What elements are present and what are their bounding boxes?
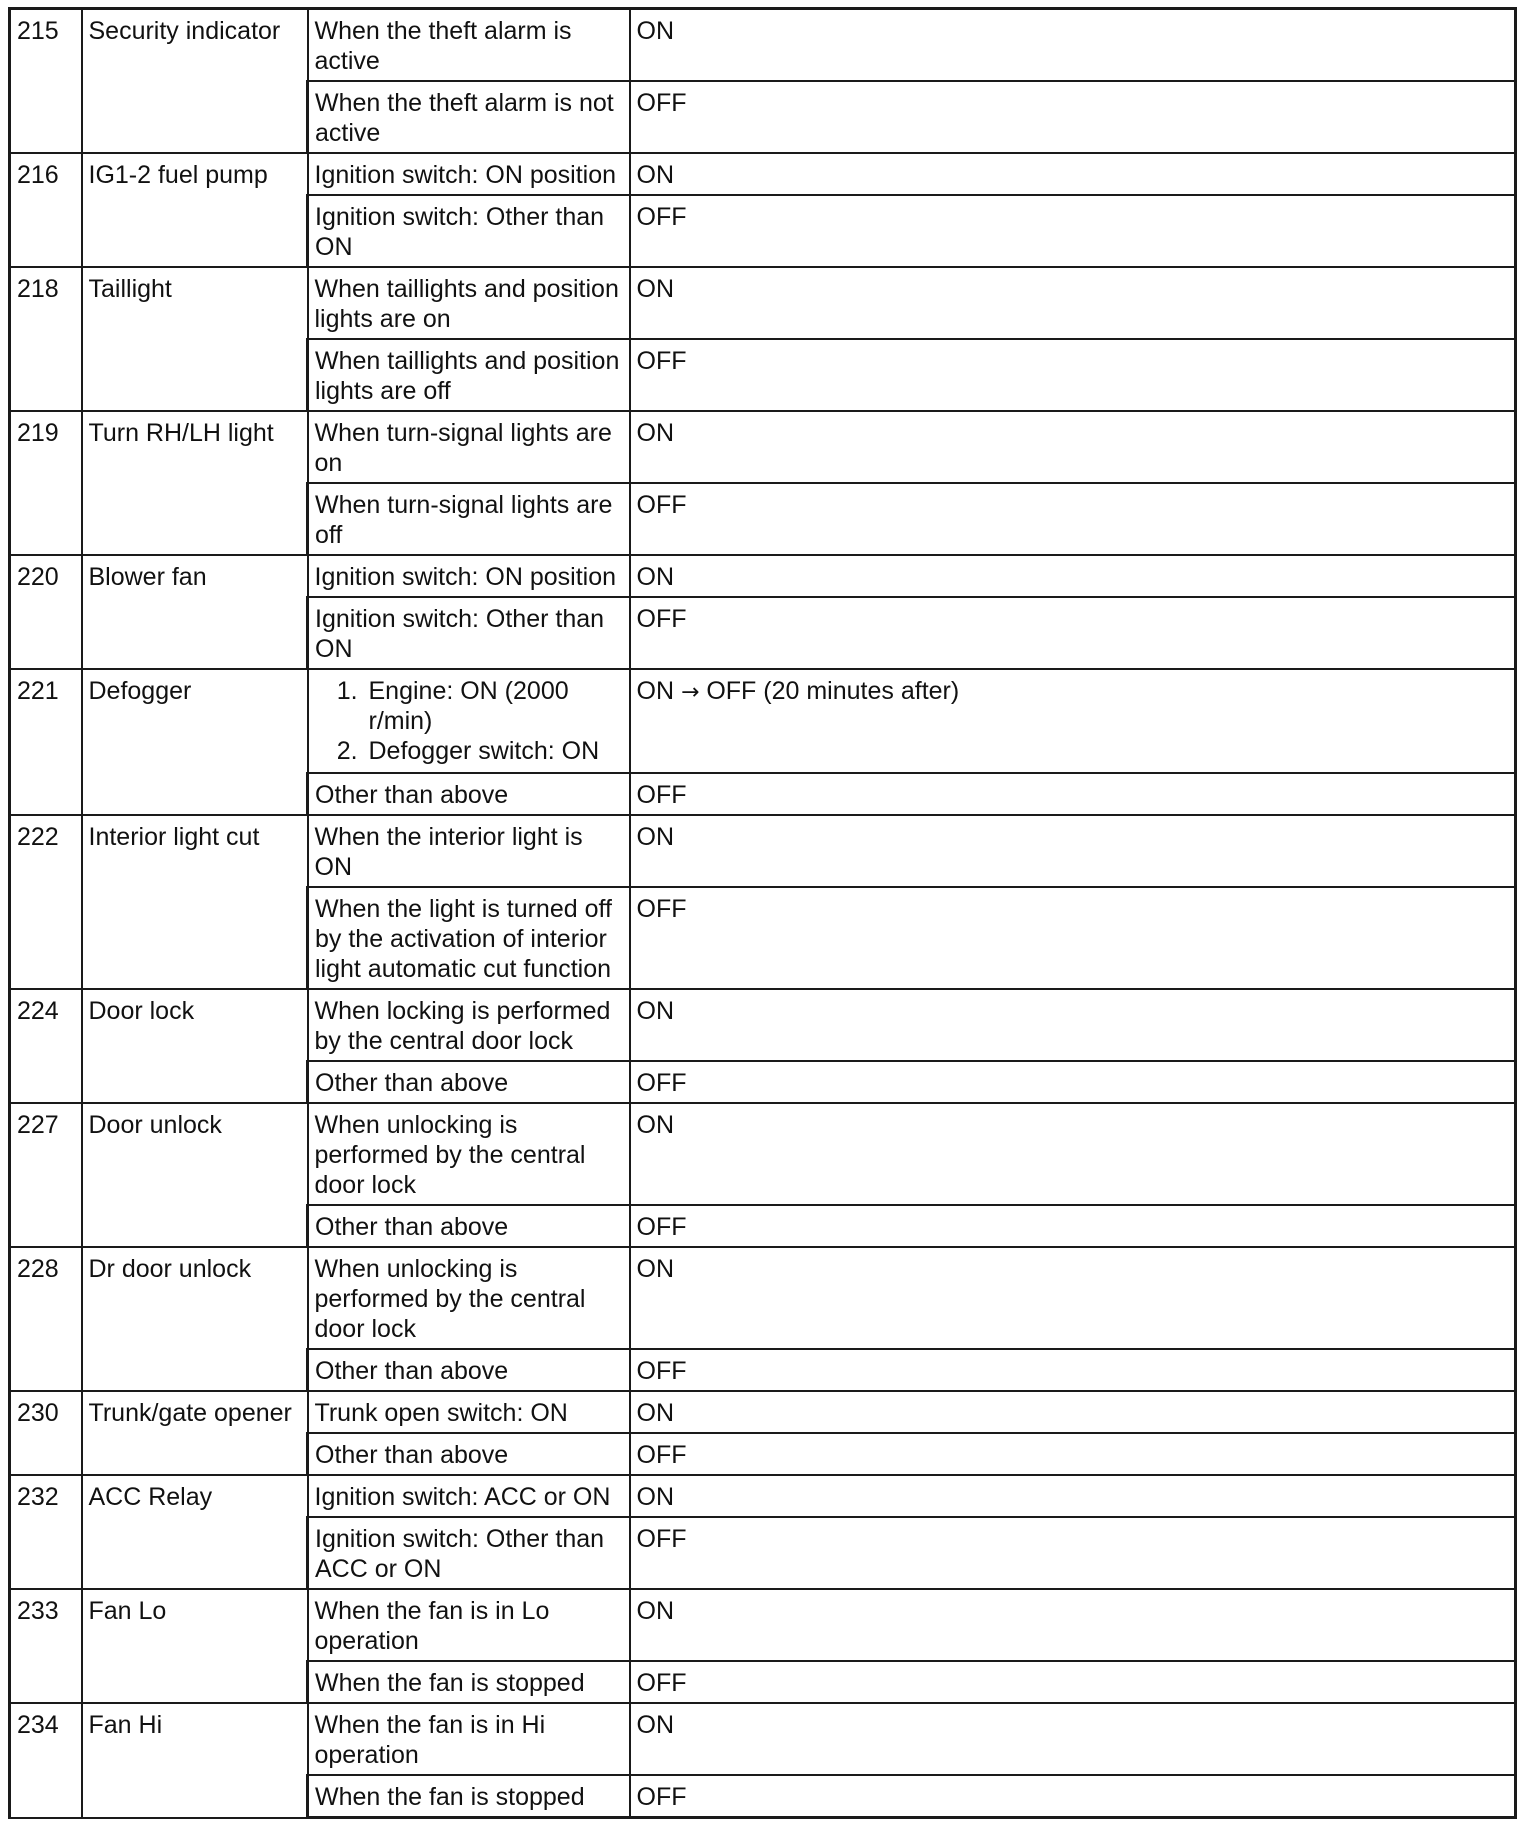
value-cell: OFF: [630, 1061, 1516, 1103]
table-row: [10, 411, 1516, 483]
item-name: Fan Lo: [82, 1589, 308, 1703]
condition-cell: Trunk open switch: ON: [308, 1391, 630, 1433]
condition-cell: When the fan is in Hi operation: [308, 1703, 630, 1775]
table-row: [10, 153, 1516, 195]
value-cell: ON: [630, 1247, 1516, 1349]
value-cell: OFF: [630, 1349, 1516, 1391]
item-name: Dr door unlock: [82, 1247, 308, 1391]
condition-cell: [308, 669, 630, 773]
condition-cell: When turn-signal lights are off: [308, 483, 630, 555]
condition-cell: When turn-signal lights are on: [308, 411, 630, 483]
table-row: [10, 669, 1516, 773]
value-cell: ON: [630, 411, 1516, 483]
condition-cell: Ignition switch: ON position: [308, 555, 630, 597]
value-cell: ON: [630, 815, 1516, 887]
condition-cell: When the fan is stopped: [308, 1661, 630, 1703]
condition-cell: Other than above: [308, 1349, 630, 1391]
value-start: ON: [636, 677, 674, 705]
item-number: 228: [10, 1247, 82, 1391]
condition-cell: When taillights and position lights are off: [308, 339, 630, 411]
value-cell: OFF: [630, 81, 1516, 153]
value-cell: ON: [630, 9, 1516, 82]
item-number: 221: [10, 669, 82, 815]
item-number: 222: [10, 815, 82, 989]
value-cell: [630, 669, 1516, 773]
value-cell: ON: [630, 153, 1516, 195]
table-row: [10, 1703, 1516, 1775]
value-cell: OFF: [630, 483, 1516, 555]
condition-cell: When unlocking is performed by the central door lock: [308, 1247, 630, 1349]
item-name: Fan Hi: [82, 1703, 308, 1818]
value-cell: ON: [630, 555, 1516, 597]
item-number: 220: [10, 555, 82, 669]
condition-cell: Other than above: [308, 1433, 630, 1475]
value-cell: OFF: [630, 1433, 1516, 1475]
condition-cell: Other than above: [308, 773, 630, 815]
table-row: [10, 1247, 1516, 1349]
table-row: [10, 9, 1516, 82]
item-number: 230: [10, 1391, 82, 1475]
item-name: ACC Relay: [82, 1475, 308, 1589]
condition-cell: When the fan is in Lo operation: [308, 1589, 630, 1661]
item-name: Security indicator: [82, 9, 308, 154]
value-cell: ON: [630, 1703, 1516, 1775]
value-cell: OFF: [630, 1775, 1516, 1818]
value-cell: ON: [630, 1103, 1516, 1205]
condition-cell: When the light is turned off by the activation of interior light automatic cut function: [308, 887, 630, 989]
condition-cell: When the interior light is ON: [308, 815, 630, 887]
condition-cell: When the theft alarm is not active: [308, 81, 630, 153]
condition-cell: When taillights and position lights are on: [308, 267, 630, 339]
table-row: [10, 815, 1516, 887]
condition-cell: When locking is performed by the central door lock: [308, 989, 630, 1061]
spec-page: [8, 7, 1514, 1819]
value-cell: OFF: [630, 339, 1516, 411]
item-number: 215: [10, 9, 82, 154]
item-number: 234: [10, 1703, 82, 1818]
condition-steps: [315, 676, 623, 766]
item-name: Door lock: [82, 989, 308, 1103]
condition-step: 2. Defogger switch: ON: [365, 736, 623, 766]
value-cell: ON: [630, 1475, 1516, 1517]
condition-cell: When the theft alarm is active: [308, 9, 630, 82]
item-name: Door unlock: [82, 1103, 308, 1247]
item-name: IG1-2 fuel pump: [82, 153, 308, 267]
item-number: 232: [10, 1475, 82, 1589]
item-name: Taillight: [82, 267, 308, 411]
item-number: 224: [10, 989, 82, 1103]
item-number: 216: [10, 153, 82, 267]
table-row: [10, 1391, 1516, 1433]
item-name: Defogger: [82, 669, 308, 815]
condition-cell: When unlocking is performed by the central door lock: [308, 1103, 630, 1205]
condition-step: 1. Engine: ON (2000 r/min): [365, 676, 623, 736]
value-cell: ON: [630, 267, 1516, 339]
condition-cell: Other than above: [308, 1205, 630, 1247]
data-monitor-table: [8, 7, 1517, 1819]
value-cell: ON: [630, 1589, 1516, 1661]
condition-cell: Ignition switch: Other than ON: [308, 195, 630, 267]
table-row: [10, 989, 1516, 1061]
value-cell: OFF: [630, 887, 1516, 989]
value-cell: OFF: [630, 597, 1516, 669]
condition-cell: Other than above: [308, 1061, 630, 1103]
item-number: 227: [10, 1103, 82, 1247]
table-row: [10, 555, 1516, 597]
value-cell: OFF: [630, 773, 1516, 815]
item-name: Blower fan: [82, 555, 308, 669]
table-row: [10, 1103, 1516, 1205]
value-cell: OFF: [630, 195, 1516, 267]
table-row: [10, 267, 1516, 339]
table-row: [10, 1475, 1516, 1517]
item-name: Interior light cut: [82, 815, 308, 989]
item-name: Turn RH/LH light: [82, 411, 308, 555]
right-arrow-icon: →: [680, 680, 700, 705]
table-row: [10, 1589, 1516, 1661]
condition-cell: Ignition switch: Other than ON: [308, 597, 630, 669]
value-cell: OFF: [630, 1205, 1516, 1247]
value-cell: OFF: [630, 1517, 1516, 1589]
condition-cell: Ignition switch: ACC or ON: [308, 1475, 630, 1517]
condition-cell: Ignition switch: ON position: [308, 153, 630, 195]
condition-cell: When the fan is stopped: [308, 1775, 630, 1818]
value-cell: ON: [630, 989, 1516, 1061]
item-number: 218: [10, 267, 82, 411]
value-cell: ON: [630, 1391, 1516, 1433]
item-name: Trunk/gate opener: [82, 1391, 308, 1475]
item-number: 219: [10, 411, 82, 555]
value-end: OFF (20 minutes after): [706, 677, 960, 705]
value-cell: OFF: [630, 1661, 1516, 1703]
condition-cell: Ignition switch: Other than ACC or ON: [308, 1517, 630, 1589]
item-number: 233: [10, 1589, 82, 1703]
